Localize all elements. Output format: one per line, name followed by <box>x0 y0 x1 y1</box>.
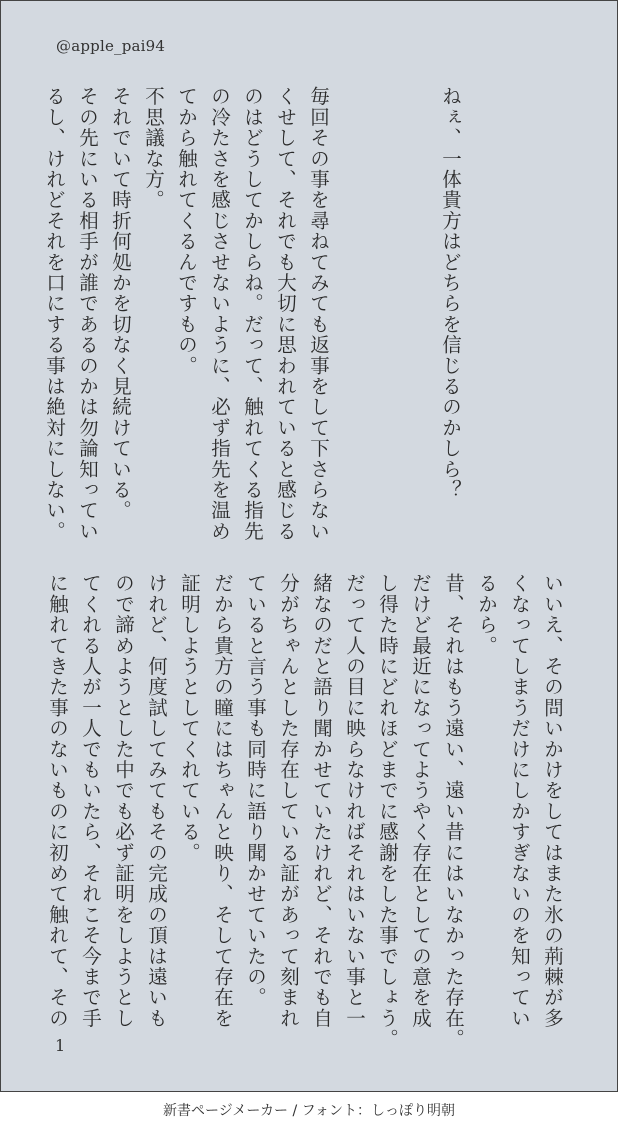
text-line: に触れてきた事のないものに初めて触れて、その <box>46 573 69 1029</box>
text-line: けれど、何度試してみてもその完成の頂は遠いも <box>145 573 168 1029</box>
text-line: 昔、それはもう遠い、遠い昔にはいなかった存在。 <box>442 573 465 1050</box>
text-line: それでいて時折何処かを切なく見続けている。 <box>109 86 132 521</box>
text-line: いいえ、その問いかけをしてはまた氷の荊棘が多 <box>541 573 564 1029</box>
text-line: 証明しようとしてくれている。 <box>178 573 201 863</box>
text-line: るから。 <box>475 573 498 656</box>
text-line: ていると言う事も同時に語り聞かせていたの。 <box>244 573 267 1008</box>
text-line: 毎回その事を尋ねてみても返事をして下さらない <box>307 86 330 542</box>
text-line <box>335 86 368 516</box>
text-line: ねぇ、一体貴方はどちらを信じるのかしら？ <box>439 86 462 500</box>
text-line: くなってしまうだけにしかすぎないのを知ってい <box>508 573 531 1029</box>
footer-credit: 新書ページメーカー / フォント：しっぽり明朝 <box>163 1103 455 1119</box>
text-line: だって人の目に映らなければそれはいない事と一 <box>343 573 366 1029</box>
text-line: だけど最近になってようやく存在としての意を成 <box>409 573 432 1029</box>
text-line: くせして、それでも大切に思われていると感じる <box>274 86 297 542</box>
text-line: その先にいる相手が誰であるのかは勿論知ってい <box>76 86 99 542</box>
text-line: てから触れてくるんですもの。 <box>175 86 198 376</box>
text-line: のはどうしてかしらね。だって、触れてくる指先 <box>241 86 264 542</box>
text-line: 緒なのだと語り聞かせていたけれど、それでも自 <box>310 573 333 1029</box>
vertical-text-lower <box>41 573 569 1050</box>
page-number: 1 <box>55 1036 66 1055</box>
text-line <box>401 86 434 516</box>
author-handle: @apple_pai94 <box>56 37 166 55</box>
text-line: てくれる人が一人でもいたら、それこそ今まで手 <box>79 573 102 1029</box>
text-line: の冷たさを感じさせないように、必ず指先を温め <box>208 86 231 542</box>
text-line: ので諦めようとした中でも必ず証明をしようとし <box>112 573 135 1029</box>
text-line: 不思議な方。 <box>142 86 165 211</box>
text-line: 分がちゃんとした存在している証があって刻まれ <box>277 573 300 1029</box>
text-line: るし、けれどそれを口にする事は絶対にしない。 <box>43 86 66 542</box>
vertical-text-upper <box>38 86 467 542</box>
text-line: し得た時にどれほどまでに感謝をした事でしょう。 <box>376 573 399 1050</box>
text-line <box>368 86 401 516</box>
text-line: だから貴方の瞳にはちゃんと映り、そして存在を <box>211 573 234 1029</box>
